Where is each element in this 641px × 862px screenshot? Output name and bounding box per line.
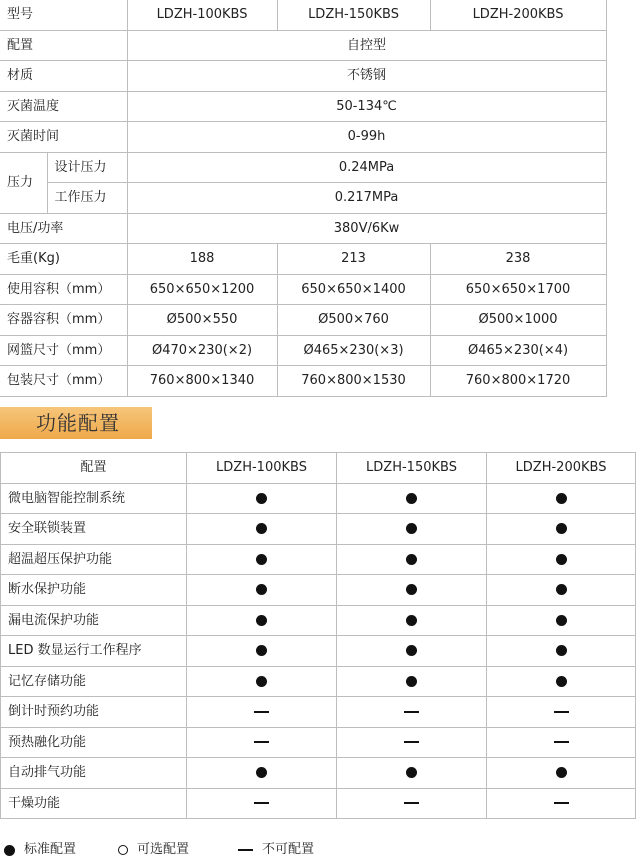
feature-mark-cell bbox=[337, 788, 487, 819]
features-model-200: LDZH-200KBS bbox=[487, 453, 636, 484]
feature-mark-cell bbox=[487, 758, 636, 789]
filled-circle-icon bbox=[256, 493, 267, 504]
power-value: 380V/6Kw bbox=[127, 213, 606, 244]
feature-row bbox=[1, 697, 636, 728]
spec-row-working-pressure bbox=[0, 183, 606, 214]
feature-mark-cell bbox=[187, 575, 337, 606]
feature-mark-cell bbox=[187, 483, 337, 514]
feature-mark-cell bbox=[487, 575, 636, 606]
sterilize-time-value: 0-99h bbox=[127, 122, 606, 153]
feature-mark-cell bbox=[187, 666, 337, 697]
spec-row-usable-volume bbox=[0, 274, 606, 305]
filled-circle-icon bbox=[256, 554, 267, 565]
feature-mark-cell bbox=[337, 758, 487, 789]
filled-circle-icon bbox=[256, 523, 267, 534]
basket-size-150: Ø465×230(×3) bbox=[277, 335, 430, 366]
basket-size-label: 网篮尺寸（mm） bbox=[0, 335, 127, 366]
spec-row-sterilize-time bbox=[0, 122, 606, 153]
feature-mark-cell bbox=[487, 605, 636, 636]
usable-volume-100: 650×650×1200 bbox=[127, 274, 277, 305]
filled-circle-icon bbox=[556, 523, 567, 534]
filled-circle-icon bbox=[556, 645, 567, 656]
design-pressure-value: 0.24MPa bbox=[127, 152, 606, 183]
filled-circle-icon bbox=[406, 493, 417, 504]
feature-label: 超温超压保护功能 bbox=[1, 544, 187, 575]
features-model-100: LDZH-100KBS bbox=[187, 453, 337, 484]
legend-unavailable bbox=[238, 840, 314, 860]
pressure-label: 压力 bbox=[0, 152, 47, 213]
sterilize-time-label: 灭菌时间 bbox=[0, 122, 127, 153]
filled-circle-icon bbox=[406, 554, 417, 565]
weight-value-100: 188 bbox=[127, 244, 277, 275]
filled-circle-icon bbox=[256, 584, 267, 595]
feature-mark-cell bbox=[337, 514, 487, 545]
sterilize-temp-value: 50-134℃ bbox=[127, 91, 606, 122]
legend bbox=[4, 840, 604, 860]
basket-size-100: Ø470×230(×2) bbox=[127, 335, 277, 366]
spec-header-row bbox=[0, 0, 606, 30]
feature-mark-cell bbox=[187, 758, 337, 789]
spec-row-basket-size bbox=[0, 335, 606, 366]
chamber-volume-100: Ø500×550 bbox=[127, 305, 277, 336]
config-label: 配置 bbox=[0, 30, 127, 61]
filled-circle-icon bbox=[556, 584, 567, 595]
feature-row bbox=[1, 514, 636, 545]
config-value: 自控型 bbox=[127, 30, 606, 61]
model-150: LDZH-150KBS bbox=[277, 0, 430, 30]
weight-value-150: 213 bbox=[277, 244, 430, 275]
filled-circle-icon bbox=[406, 584, 417, 595]
legend-standard bbox=[4, 840, 76, 860]
weight-value-200: 238 bbox=[430, 244, 606, 275]
feature-row bbox=[1, 727, 636, 758]
usable-volume-200: 650×650×1700 bbox=[430, 274, 606, 305]
feature-row bbox=[1, 758, 636, 789]
hollow-circle-icon bbox=[118, 845, 128, 855]
feature-label: 安全联锁装置 bbox=[1, 514, 187, 545]
weight-label: 毛重(Kg) bbox=[0, 244, 127, 275]
chamber-volume-label: 容器容积（mm） bbox=[0, 305, 127, 336]
feature-mark-cell bbox=[187, 727, 337, 758]
chamber-volume-200: Ø500×1000 bbox=[430, 305, 606, 336]
feature-mark-cell bbox=[487, 666, 636, 697]
filled-circle-icon bbox=[556, 676, 567, 687]
material-label: 材质 bbox=[0, 61, 127, 92]
usable-volume-label: 使用容积（mm） bbox=[0, 274, 127, 305]
features-model-150: LDZH-150KBS bbox=[337, 453, 487, 484]
feature-label: 断水保护功能 bbox=[1, 575, 187, 606]
dash-icon bbox=[404, 711, 419, 713]
design-pressure-label: 设计压力 bbox=[47, 152, 127, 183]
spec-table bbox=[0, 0, 607, 397]
section-title: 功能配置 bbox=[0, 407, 152, 439]
legend-standard-label: 标准配置 bbox=[24, 842, 77, 857]
feature-mark-cell bbox=[337, 697, 487, 728]
feature-mark-cell bbox=[487, 727, 636, 758]
dash-icon bbox=[238, 849, 253, 851]
usable-volume-150: 650×650×1400 bbox=[277, 274, 430, 305]
package-size-100: 760×800×1340 bbox=[127, 366, 277, 397]
feature-mark-cell bbox=[337, 483, 487, 514]
chamber-volume-150: Ø500×760 bbox=[277, 305, 430, 336]
feature-row bbox=[1, 666, 636, 697]
filled-circle-icon bbox=[556, 767, 567, 778]
filled-circle-icon bbox=[256, 676, 267, 687]
spec-row-weight bbox=[0, 244, 606, 275]
material-value: 不锈钢 bbox=[127, 61, 606, 92]
filled-circle-icon bbox=[556, 554, 567, 565]
model-100: LDZH-100KBS bbox=[127, 0, 277, 30]
feature-mark-cell bbox=[487, 483, 636, 514]
feature-row bbox=[1, 544, 636, 575]
feature-row bbox=[1, 575, 636, 606]
feature-mark-cell bbox=[487, 514, 636, 545]
filled-circle-icon bbox=[406, 645, 417, 656]
feature-mark-cell bbox=[487, 544, 636, 575]
feature-mark-cell bbox=[187, 697, 337, 728]
filled-circle-icon bbox=[256, 645, 267, 656]
feature-mark-cell bbox=[187, 636, 337, 667]
features-header-row bbox=[1, 453, 636, 484]
spec-row-package-size bbox=[0, 366, 606, 397]
legend-optional-label: 可选配置 bbox=[137, 842, 190, 857]
feature-mark-cell bbox=[487, 697, 636, 728]
spec-row-material bbox=[0, 61, 606, 92]
feature-label: 倒计时预约功能 bbox=[1, 697, 187, 728]
feature-label: 漏电流保护功能 bbox=[1, 605, 187, 636]
feature-mark-cell bbox=[337, 544, 487, 575]
dash-icon bbox=[554, 741, 569, 743]
basket-size-200: Ø465×230(×4) bbox=[430, 335, 606, 366]
spec-row-design-pressure bbox=[0, 152, 606, 183]
filled-circle-icon bbox=[406, 523, 417, 534]
filled-circle-icon bbox=[256, 767, 267, 778]
feature-row bbox=[1, 636, 636, 667]
features-table bbox=[0, 452, 636, 819]
legend-optional bbox=[118, 840, 189, 860]
package-size-150: 760×800×1530 bbox=[277, 366, 430, 397]
feature-mark-cell bbox=[337, 636, 487, 667]
dash-icon bbox=[254, 711, 269, 713]
feature-row bbox=[1, 788, 636, 819]
feature-mark-cell bbox=[337, 575, 487, 606]
spec-row-sterilize-temp bbox=[0, 91, 606, 122]
filled-circle-icon bbox=[406, 676, 417, 687]
filled-circle-icon bbox=[406, 767, 417, 778]
dash-icon bbox=[554, 711, 569, 713]
feature-mark-cell bbox=[487, 788, 636, 819]
feature-label: LED 数显运行工作程序 bbox=[1, 636, 187, 667]
working-pressure-label: 工作压力 bbox=[47, 183, 127, 214]
feature-row bbox=[1, 605, 636, 636]
package-size-label: 包装尺寸（mm） bbox=[0, 366, 127, 397]
dash-icon bbox=[254, 802, 269, 804]
feature-label: 记忆存储功能 bbox=[1, 666, 187, 697]
dash-icon bbox=[404, 741, 419, 743]
spec-row-power bbox=[0, 213, 606, 244]
working-pressure-value: 0.217MPa bbox=[127, 183, 606, 214]
feature-label: 预热融化功能 bbox=[1, 727, 187, 758]
sterilize-temp-label: 灭菌温度 bbox=[0, 91, 127, 122]
feature-mark-cell bbox=[337, 727, 487, 758]
features-header-label: 配置 bbox=[1, 453, 187, 484]
package-size-200: 760×800×1720 bbox=[430, 366, 606, 397]
feature-row bbox=[1, 483, 636, 514]
dash-icon bbox=[254, 741, 269, 743]
filled-circle-icon bbox=[556, 615, 567, 626]
feature-mark-cell bbox=[487, 636, 636, 667]
power-label: 电压/功率 bbox=[0, 213, 127, 244]
dash-icon bbox=[404, 802, 419, 804]
legend-unavailable-label: 不可配置 bbox=[262, 842, 315, 857]
feature-mark-cell bbox=[337, 666, 487, 697]
feature-mark-cell bbox=[187, 544, 337, 575]
filled-circle-icon bbox=[4, 845, 15, 856]
filled-circle-icon bbox=[406, 615, 417, 626]
feature-label: 微电脑智能控制系统 bbox=[1, 483, 187, 514]
spec-header-label: 型号 bbox=[0, 0, 127, 30]
spec-row-config bbox=[0, 30, 606, 61]
feature-mark-cell bbox=[187, 514, 337, 545]
feature-label: 自动排气功能 bbox=[1, 758, 187, 789]
feature-label: 干燥功能 bbox=[1, 788, 187, 819]
filled-circle-icon bbox=[256, 615, 267, 626]
feature-mark-cell bbox=[187, 788, 337, 819]
feature-mark-cell bbox=[337, 605, 487, 636]
dash-icon bbox=[554, 802, 569, 804]
filled-circle-icon bbox=[556, 493, 567, 504]
spec-row-chamber-volume bbox=[0, 305, 606, 336]
model-200: LDZH-200KBS bbox=[430, 0, 606, 30]
feature-mark-cell bbox=[187, 605, 337, 636]
